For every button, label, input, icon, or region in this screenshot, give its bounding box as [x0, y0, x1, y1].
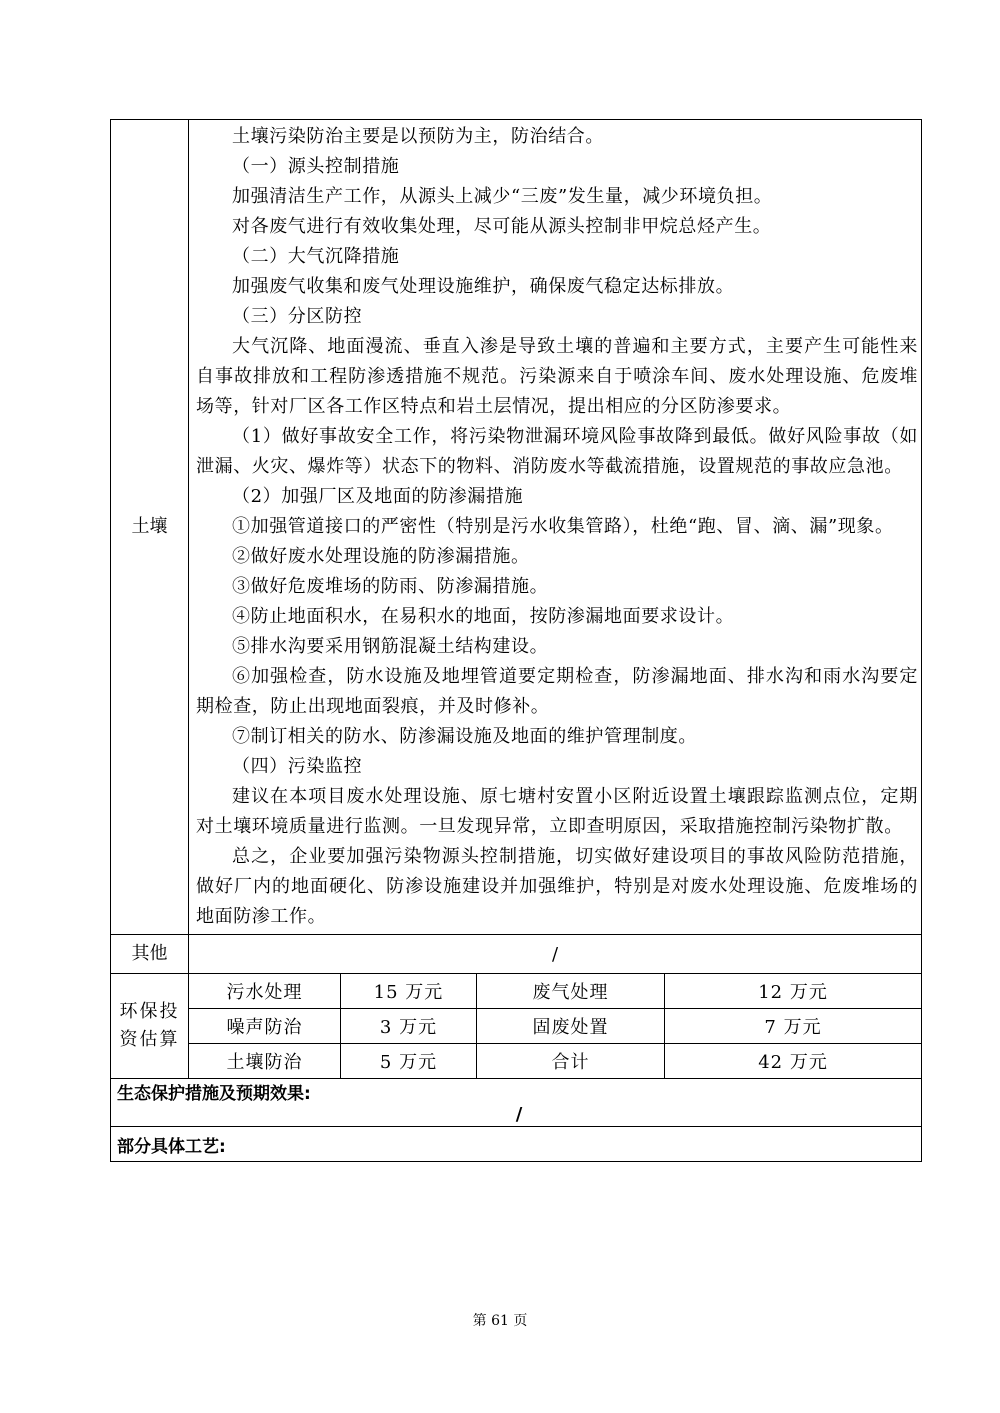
investment-amount: 15 万元	[341, 974, 477, 1009]
investment-amount: 5 万元	[341, 1044, 477, 1079]
soil-paragraph: ⑤排水沟要采用钢筋混凝土结构建设。	[232, 636, 549, 657]
soil-paragraph: ③做好危废堆场的防雨、防渗漏措施。	[232, 576, 549, 597]
investment-label: 环保投 资估算	[111, 974, 189, 1079]
investment-item: 土壤防治	[189, 1044, 341, 1079]
investment-item: 固废处置	[477, 1009, 665, 1044]
soil-paragraph: ④防止地面积水，在易积水的地面，按防渗漏地面要求设计。	[232, 606, 735, 627]
soil-heading: （三）分区防控	[232, 306, 363, 327]
soil-paragraph: 建议在本项目废水处理设施、原七塘村安置小区附近设置土壤跟踪监测点位，定期对土壤环境质量进行监测。一旦发现异常，立即查明原因，采取措施控制污染物扩散。	[196, 786, 919, 837]
investment-item: 废气处理	[477, 974, 665, 1009]
soil-row	[111, 120, 922, 935]
other-value: /	[189, 935, 922, 974]
investment-amount: 3 万元	[341, 1009, 477, 1044]
soil-heading: （一）源头控制措施	[232, 156, 400, 177]
process-heading: 部分具体工艺:	[111, 1127, 922, 1162]
ecology-cell	[111, 1079, 922, 1127]
ecology-row	[111, 1079, 922, 1127]
ecology-heading: 生态保护措施及预期效果:	[117, 1084, 311, 1104]
investment-total: 42 万元	[665, 1044, 922, 1079]
other-label: 其他	[111, 935, 189, 974]
soil-heading: （四）污染监控	[232, 756, 363, 777]
investment-row	[111, 1009, 922, 1044]
soil-content	[189, 120, 922, 935]
soil-paragraph: ②做好废水处理设施的防渗漏措施。	[232, 546, 530, 567]
investment-amount: 7 万元	[665, 1009, 922, 1044]
soil-heading: （二）大气沉降措施	[232, 246, 400, 267]
soil-paragraph: ⑥加强检查，防水设施及地埋管道要定期检查，防渗漏地面、排水沟和雨水沟要定期检查，防止出现地面裂痕，并及时修补。	[196, 666, 919, 717]
investment-item: 污水处理	[189, 974, 341, 1009]
soil-paragraph: 大气沉降、地面漫流、垂直入渗是导致土壤的普遍和主要方式，主要产生可能性来自事故排放和工程防渗透措施不规范。污染源来自于喷涂车间、废水处理设施、危废堆场等，针对厂区各工作区特点和岩土层情况，提出相应的分区防渗要求。	[196, 336, 919, 417]
soil-label: 土壤	[111, 120, 189, 935]
soil-heading: （2）加强厂区及地面的防渗漏措施	[232, 486, 524, 507]
soil-paragraph: 土壤污染防治主要是以预防为主，防治结合。	[232, 126, 604, 147]
investment-amount: 12 万元	[665, 974, 922, 1009]
soil-paragraph: 加强废气收集和废气处理设施维护，确保废气稳定达标排放。	[232, 276, 735, 297]
page-number: 第 61 页	[472, 1313, 528, 1329]
soil-paragraph: ⑦制订相关的防水、防渗漏设施及地面的维护管理制度。	[232, 726, 697, 747]
investment-item: 合计	[477, 1044, 665, 1079]
soil-paragraph: 加强清洁生产工作，从源头上减少“三废”发生量，减少环境负担。	[232, 186, 773, 207]
soil-paragraph: 总之，企业要加强污染物源头控制措施，切实做好建设项目的事故风险防范措施，做好厂内的地面硬化、防渗设施建设并加强维护，特别是对废水处理设施、危废堆场的地面防渗工作。	[196, 846, 919, 927]
soil-paragraph: 对各废气进行有效收集处理，尽可能从源头控制非甲烷总烃产生。	[232, 216, 772, 237]
investment-item: 噪声防治	[189, 1009, 341, 1044]
investment-row	[111, 1044, 922, 1079]
other-row	[111, 935, 922, 974]
process-row	[111, 1127, 922, 1162]
soil-paragraph: ①加强管道接口的严密性（特别是污水收集管路），杜绝“跑、冒、滴、漏”现象。	[232, 516, 894, 537]
soil-paragraph: （1）做好事故安全工作，将污染物泄漏环境风险事故降到最低。做好风险事故（如泄漏、火灾、爆炸等）状态下的物料、消防废水等截流措施，设置规范的事故应急池。	[196, 426, 919, 477]
report-table	[110, 119, 922, 1162]
investment-row	[111, 974, 922, 1009]
ecology-value: /	[515, 1104, 523, 1125]
